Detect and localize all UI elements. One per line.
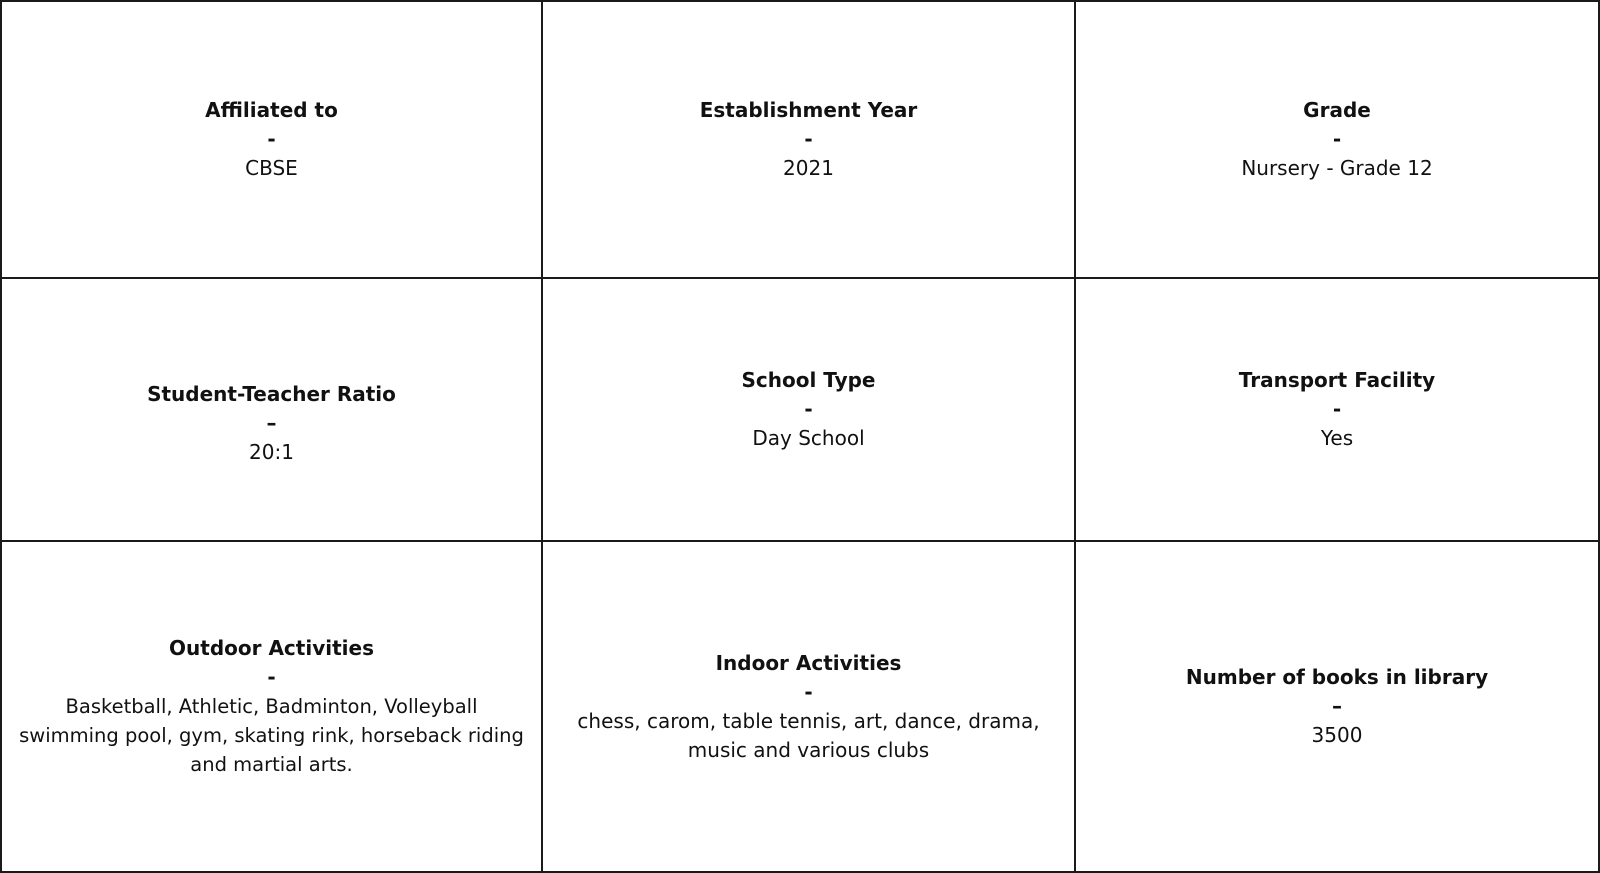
cell-separator: - xyxy=(804,127,813,151)
cell-label: School Type xyxy=(741,368,876,392)
cell-grade xyxy=(1076,2,1598,277)
cell-separator: - xyxy=(804,679,813,704)
cell-value: 3500 xyxy=(1311,723,1363,747)
cell-separator: – xyxy=(266,411,277,435)
cell-label: Student-Teacher Ratio xyxy=(147,382,396,406)
cell-label: Establishment Year xyxy=(699,98,918,122)
cell-value: Basketball, Athletic, Badminton, Volleyball swimming pool, gym, skating rink, horseback riding and martial arts. xyxy=(19,695,524,776)
cell-value: CBSE xyxy=(245,156,298,180)
cell-student-teacher-ratio xyxy=(2,279,541,540)
cell-value: Day School xyxy=(752,426,865,450)
cell-outdoor-activities xyxy=(2,542,541,871)
cell-transport-facility xyxy=(1076,279,1598,540)
cell-separator: - xyxy=(267,127,276,151)
cell-establishment-year xyxy=(543,2,1074,277)
cell-separator: - xyxy=(267,665,276,689)
cell-affiliated-to xyxy=(2,2,541,277)
cell-separator: – xyxy=(1332,694,1342,718)
cell-value: chess, carom, table tennis, art, dance, drama, music and various clubs xyxy=(577,708,1040,762)
cell-separator: - xyxy=(1332,127,1342,151)
cell-value: Nursery - Grade 12 xyxy=(1241,156,1433,180)
cell-value: Yes xyxy=(1320,426,1354,450)
cell-value: 20:1 xyxy=(249,440,294,464)
cell-indoor-activities xyxy=(543,542,1074,871)
cell-label: Number of books in library xyxy=(1185,665,1489,689)
cell-school-type xyxy=(543,279,1074,540)
cell-value: 2021 xyxy=(783,156,834,180)
cell-label: Outdoor Activities xyxy=(169,636,374,660)
cell-books-in-library xyxy=(1076,542,1598,871)
cell-label: Transport Facility xyxy=(1238,368,1436,392)
cell-separator: - xyxy=(804,397,813,421)
cell-label: Indoor Activities xyxy=(715,650,902,675)
cell-label: Affiliated to xyxy=(205,98,338,122)
cell-label: Grade xyxy=(1303,98,1371,122)
cell-separator: - xyxy=(1332,397,1342,421)
